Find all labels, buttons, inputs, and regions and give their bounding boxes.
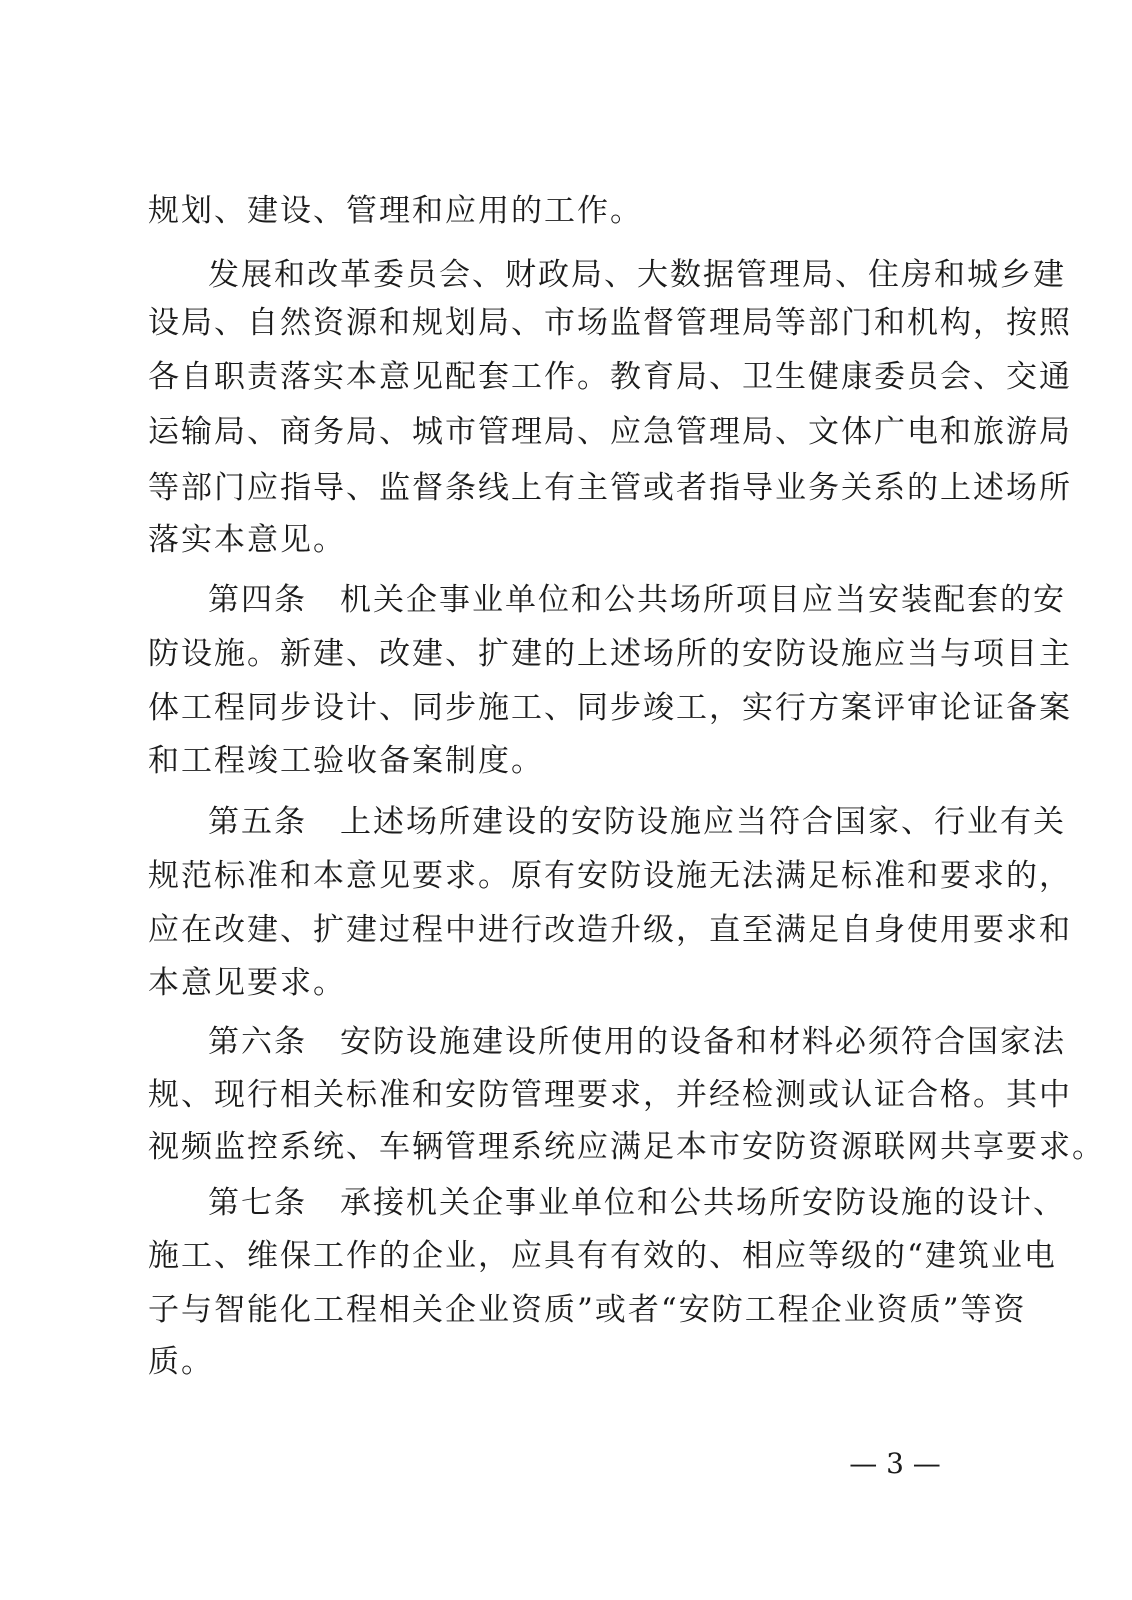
text-line: 质。 [148,1344,214,1380]
text-line: 和工程竣工验收备案制度。 [148,743,544,779]
text-line: 规划、建设、管理和应用的工作。 [148,193,643,229]
page-number: — 3 — [849,1447,941,1480]
article-4-heading-line: 第四条 机关企事业单位和公共场所项目应当安装配套的安 [208,582,1066,618]
text-line: 体工程同步设计、同步施工、同步竣工，实行方案评审论证备案 [148,690,1072,726]
article-6-heading-line: 第六条 安防设施建设所使用的设备和材料必须符合国家法 [208,1024,1066,1060]
text-line: 子与智能化工程相关企业资质”或者“安防工程企业资质”等资 [148,1292,1027,1328]
text-line: 运输局、商务局、城市管理局、应急管理局、文体广电和旅游局 [148,414,1072,450]
article-5-heading-line: 第五条 上述场所建设的安防设施应当符合国家、行业有关 [208,804,1066,840]
text-line: 等部门应指导、监督条线上有主管或者指导业务关系的上述场所 [148,470,1072,506]
text-line: 防设施。新建、改建、扩建的上述场所的安防设施应当与项目主 [148,636,1072,672]
text-line: 施工、维保工作的企业，应具有有效的、相应等级的“建筑业电 [148,1238,1057,1274]
paragraph-first-line: 发展和改革委员会、财政局、大数据管理局、住房和城乡建 [208,257,1066,293]
article-7-heading-line: 第七条 承接机关企事业单位和公共场所安防设施的设计、 [208,1185,1066,1221]
text-line: 各自职责落实本意见配套工作。教育局、卫生健康委员会、交通 [148,359,1072,395]
text-line: 落实本意见。 [148,522,346,558]
text-line: 设局、自然资源和规划局、市场监督管理局等部门和机构，按照 [148,305,1072,341]
text-line: 本意见要求。 [148,965,346,1001]
text-line: 规、现行相关标准和安防管理要求，并经检测或认证合格。其中 [148,1077,1072,1113]
text-line: 视频监控系统、车辆管理系统应满足本市安防资源联网共享要求。 [148,1129,1105,1165]
text-line: 规范标准和本意见要求。原有安防设施无法满足标准和要求的， [148,858,1072,894]
text-line: 应在改建、扩建过程中进行改造升级，直至满足自身使用要求和 [148,912,1072,948]
